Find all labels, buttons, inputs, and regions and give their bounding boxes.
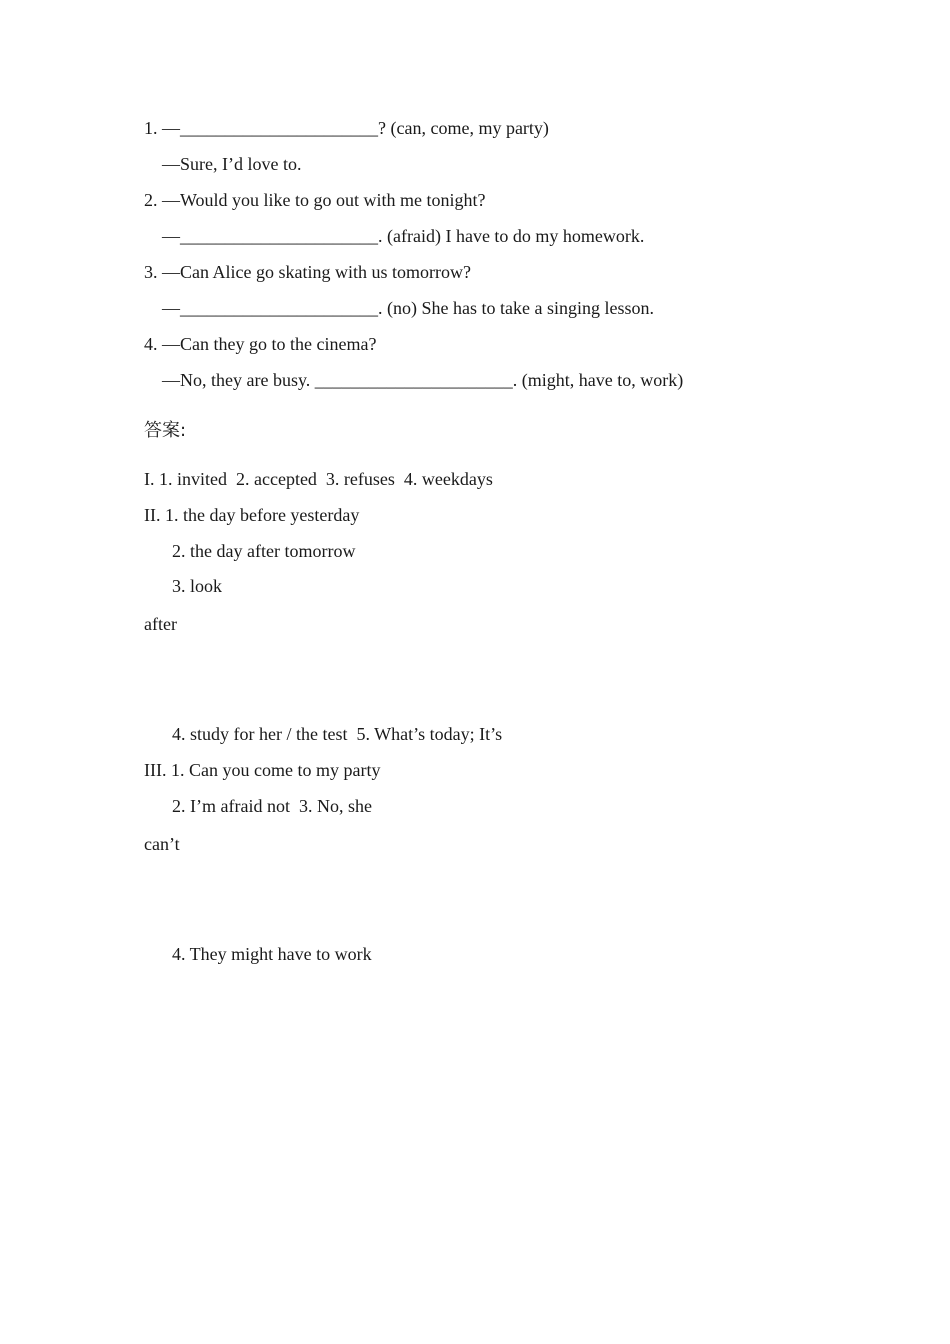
- answers-part-3-item-3-continued: can’t: [144, 834, 180, 854]
- question-3-prompt: 3. —Can Alice go skating with us tomorrow?: [144, 262, 471, 282]
- answers-part-2-item-2: 2. the day after tomorrow: [172, 541, 356, 561]
- question-1-prompt: 1. —______________________? (can, come, my party): [144, 118, 549, 138]
- answers-part-2-item-4-5: 4. study for her / the test 5. What’s today; It’s: [172, 724, 503, 744]
- answers-part-3-item-4: 4. They might have to work: [172, 944, 372, 964]
- answers-heading: 答案:: [144, 420, 187, 441]
- answers-part-3-item-2-3: 2. I’m afraid not 3. No, she: [172, 796, 372, 816]
- answers-part-2-item-3-continued: after: [144, 614, 177, 634]
- answers-part-1: I. 1. invited 2. accepted 3. refuses 4. weekdays: [144, 469, 493, 489]
- question-4-reply: —No, they are busy. ______________________. (might, have to, work): [162, 370, 684, 390]
- question-1-reply: —Sure, I’d love to.: [162, 154, 302, 174]
- question-4-prompt: 4. —Can they go to the cinema?: [144, 334, 377, 354]
- question-3-reply: —______________________. (no) She has to take a singing lesson.: [162, 298, 654, 318]
- answers-part-3-item-1: III. 1. Can you come to my party: [144, 760, 381, 780]
- answers-part-2-item-3: 3. look: [172, 576, 223, 596]
- question-2-prompt: 2. —Would you like to go out with me tonight?: [144, 190, 486, 210]
- answers-part-2-item-1: II. 1. the day before yesterday: [144, 505, 360, 525]
- question-2-reply: —______________________. (afraid) I have to do my homework.: [162, 226, 645, 246]
